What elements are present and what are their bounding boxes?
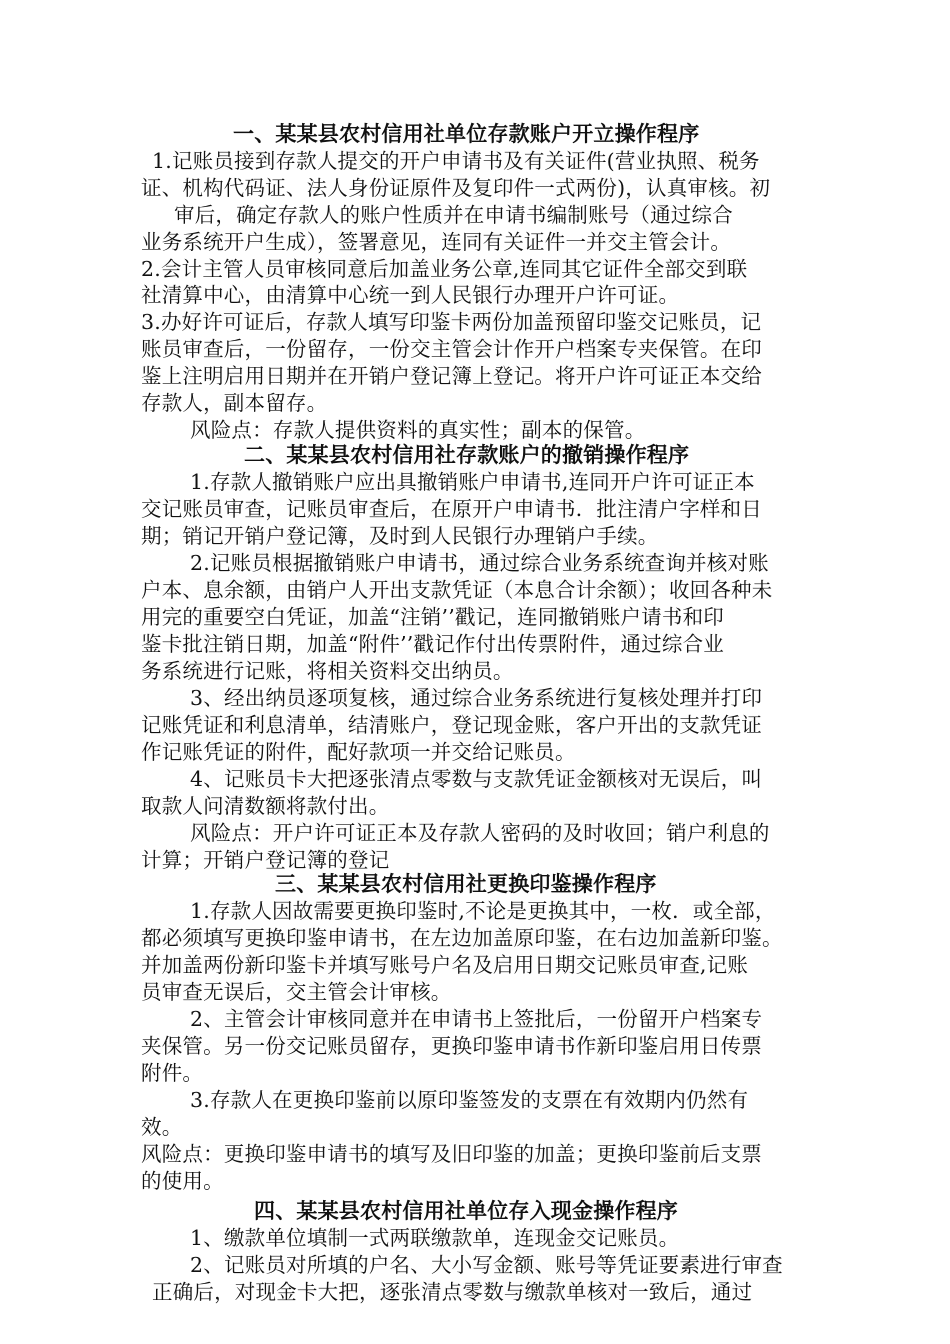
paragraph-line: 3.存款人在更换印鉴前以原印鉴签发的支票在有效期内仍然有 (190, 1088, 749, 1112)
paragraph-line: 3.办好许可证后，存款人填写印鉴卡两份加盖预留印鉴交记账员，记 (141, 310, 762, 334)
paragraph-line: 证、机构代码证、法人身份证原件及复印件一式两份)，认真审核。初 (141, 176, 771, 200)
paragraph-line: 审后，确定存款人的账户性质并在申请书编制账号（通过综合 (174, 203, 733, 227)
risk-point-line: 计算；开销户登记簿的登记 (141, 848, 390, 872)
paragraph-line: 业务系统开户生成），签署意见，连同有关证件一并交主管会计。 (141, 230, 732, 254)
paragraph-line: 社清算中心，由清算中心统一到人民银行办理开户许可证。 (141, 283, 680, 307)
paragraph-line: 鉴上注明启用日期并在开销户登记簿上登记。将开户许可证正本交给 (141, 364, 762, 388)
paragraph-line: 并加盖两份新印鉴卡并填写账号户名及启用日期交记账员审查,记账 (141, 953, 749, 977)
risk-point-line: 风险点：存款人提供资料的真实性；副本的保管。 (190, 418, 646, 442)
paragraph-line: 4、记账员卡大把逐张清点零数与支款凭证金额核对无误后，叫 (190, 767, 763, 791)
paragraph-line: 务系统进行记账，将相关资料交出纳员。 (141, 659, 514, 683)
section-heading-2: 二、某某县农村信用社存款账户的撤销操作程序 (244, 443, 690, 467)
paragraph-line: 鉴卡批注销日期，加盖“附件’’戳记作付出传票附件，通过综合业 (141, 632, 725, 656)
paragraph-line: 1.存款人因故需要更换印鉴时,不论是更换其中，一枚．或全部， (190, 899, 776, 923)
paragraph-line: 正确后，对现金卡大把，逐张清点零数与缴款单核对一致后，通过 (152, 1280, 753, 1304)
paragraph-line: 3、经出纳员逐项复核，通过综合业务系统进行复核处理并打印 (190, 686, 763, 710)
paragraph-line: 2、主管会计审核同意并在申请书上签批后，一份留开户档案专 (190, 1007, 763, 1031)
paragraph-line: 效。 (141, 1115, 183, 1139)
paragraph-line: 2.记账员根据撤销账户申请书，通过综合业务系统查询并核对账 (190, 551, 769, 575)
section-heading-3: 三、某某县农村信用社更换印鉴操作程序 (275, 872, 657, 896)
paragraph-line: 1.记账员接到存款人提交的开户申请书及有关证件(营业执照、税务 (152, 149, 760, 173)
paragraph-line: 交记账员审查，记账员审查后，在原开户申请书．批注清户字样和日 (141, 497, 762, 521)
paragraph-line: 期；销记开销户登记簿，及时到人民银行办理销户手续。 (141, 524, 659, 548)
risk-point-line: 风险点：开户许可证正本及存款人密码的及时收回；销户利息的 (190, 821, 770, 845)
paragraph-line: 存款人，副本留存。 (141, 391, 328, 415)
paragraph-line: 用完的重要空白凭证，加盖“注销’’戳记，连同撤销账户请书和印 (141, 605, 725, 629)
paragraph-line: 作记账凭证的附件，配好款项一并交给记账员。 (141, 740, 576, 764)
paragraph-line: 户本、息余额，由销户人开出支款凭证（本息合计余额）；收回各种未 (141, 578, 773, 602)
paragraph-line: 1、缴款单位填制一式两联缴款单，连现金交记账员。 (190, 1226, 680, 1250)
paragraph-line: 附件。 (141, 1061, 204, 1085)
paragraph-line: 取款人问清数额将款付出。 (141, 794, 390, 818)
risk-point-line: 的使用。 (141, 1169, 224, 1193)
paragraph-line: 夹保管。另一份交记账员留存，更换印鉴申请书作新印鉴启用日传票 (141, 1034, 762, 1058)
section-heading-4: 四、某某县农村信用社单位存入现金操作程序 (254, 1199, 678, 1223)
paragraph-line: 2.会计主管人员审核同意后加盖业务公章,连同其它证件全部交到联 (141, 257, 748, 281)
paragraph-line: 记账凭证和利息清单，结清账户，登记现金账，客户开出的支款凭证 (141, 713, 762, 737)
paragraph-line: 2、记账员对所填的户名、大小写金额、账号等凭证要素进行审查 (190, 1253, 783, 1277)
section-heading-1: 一、某某县农村信用社单位存款账户开立操作程序 (233, 122, 700, 146)
paragraph-line: 员审查无误后，交主管会计审核。 (141, 980, 452, 1004)
risk-point-line: 风险点：更换印鉴申请书的填写及旧印鉴的加盖；更换印鉴前后支票 (141, 1142, 762, 1166)
paragraph-line: 都必须填写更换印鉴申请书，在左边加盖原印鉴，在右边加盖新印鉴。 (141, 926, 783, 950)
paragraph-line: 1.存款人撤销账户应出具撤销账户申请书,连同开户许可证正本 (190, 470, 755, 494)
paragraph-line: 账员审查后，一份留存，一份交主管会计作开户档案专夹保管。在印 (141, 337, 762, 361)
